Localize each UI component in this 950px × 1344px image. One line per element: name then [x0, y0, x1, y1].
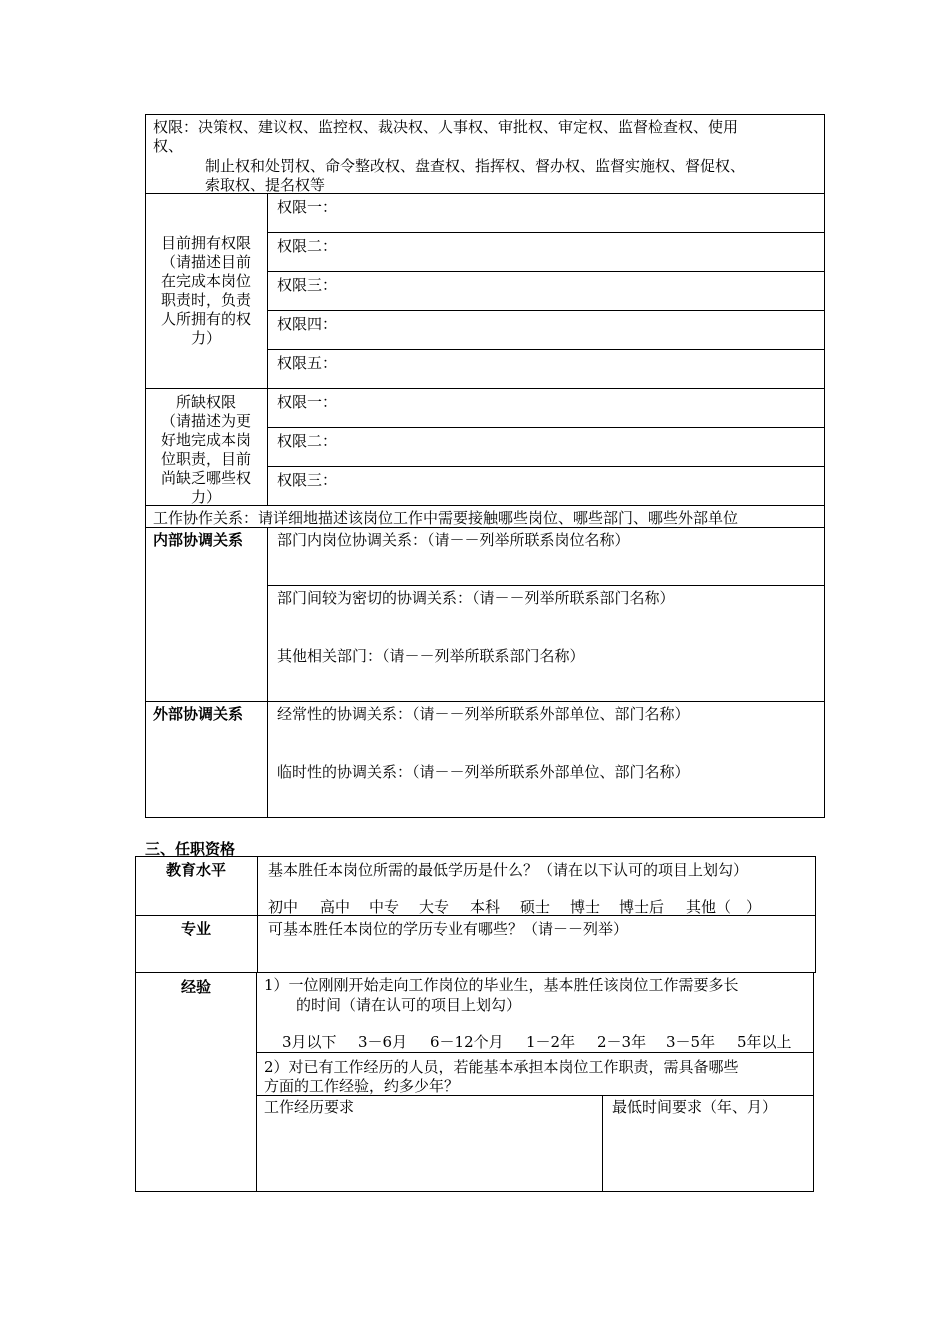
- experience-option[interactable]: 3－6月: [358, 1033, 408, 1051]
- authority-line-4: 索取权、提名权等: [205, 176, 326, 194]
- current-authority-item[interactable]: 权限四：: [277, 315, 338, 333]
- minimum-time-column[interactable]: 最低时间要求（年、月）: [612, 1098, 778, 1116]
- major-label: 专业: [180, 920, 211, 938]
- education-option[interactable]: 高中: [320, 898, 351, 916]
- lacking-authority-label: 所缺权限 （请描述为更 好地完成本岗 位职责，目前 尚缺乏哪些权 力）: [160, 393, 251, 506]
- education-option[interactable]: 大专: [419, 898, 450, 916]
- experience-q2-line2: 方面的工作经验，约多少年？: [264, 1077, 460, 1095]
- education-option[interactable]: 硕士: [520, 898, 551, 916]
- experience-option[interactable]: 2－3年: [597, 1033, 647, 1051]
- regular-coordination[interactable]: 经常性的协调关系：（请－－列举所联系外部单位、部门名称）: [277, 705, 690, 723]
- experience-label: 经验: [180, 978, 211, 996]
- authority-line-1: 权限：决策权、建议权、监控权、裁决权、人事权、审批权、审定权、监督检查权、使用: [153, 118, 739, 136]
- current-authority-label: 目前拥有权限 （请描述目前 在完成本岗位 职责时，负责 人所拥有的权 力）: [160, 234, 251, 347]
- work-history-column[interactable]: 工作经历要求: [264, 1098, 355, 1116]
- education-option[interactable]: 本科: [470, 898, 501, 916]
- internal-coordination-label: 内部协调关系: [153, 531, 244, 549]
- temporary-coordination[interactable]: 临时性的协调关系：（请－－列举所联系外部单位、部门名称）: [277, 763, 690, 781]
- authority-line-3: 制止权和处罚权、命令整改权、盘查权、指挥权、督办权、监督实施权、督促权、: [205, 157, 746, 175]
- education-label: 教育水平: [165, 861, 226, 879]
- experience-option[interactable]: 5年以上: [737, 1033, 792, 1051]
- education-option[interactable]: 中专: [369, 898, 400, 916]
- lacking-authority-item[interactable]: 权限一：: [277, 393, 338, 411]
- authority-line-2: 权、: [153, 137, 184, 155]
- education-option[interactable]: 博士后: [619, 898, 665, 916]
- education-option[interactable]: 初中: [268, 898, 299, 916]
- dept-internal-coordination[interactable]: 部门内岗位协调关系：（请－－列举所联系岗位名称）: [277, 531, 630, 549]
- dept-close-coordination[interactable]: 部门间较为密切的协调关系：（请－－列举所联系部门名称）: [277, 589, 675, 607]
- education-question: 基本胜任本岗位所需的最低学历是什么？（请在以下认可的项目上划勾）: [268, 861, 749, 879]
- current-authority-item[interactable]: 权限五：: [277, 354, 338, 372]
- major-question[interactable]: 可基本胜任本岗位的学历专业有哪些？（请－－列举）: [268, 920, 629, 938]
- experience-q2-line1: 2）对已有工作经历的人员，若能基本承担本岗位工作职责，需具备哪些: [264, 1058, 739, 1076]
- experience-q1-line2: 的时间（请在认可的项目上划勾）: [296, 996, 522, 1014]
- qualifications-title: 三、任职资格: [145, 840, 236, 858]
- experience-option[interactable]: 6－12个月: [430, 1033, 504, 1051]
- current-authority-item[interactable]: 权限一：: [277, 198, 338, 216]
- external-coordination-label: 外部协调关系: [153, 705, 244, 723]
- experience-q1-line1: 1）一位刚刚开始走向工作岗位的毕业生，基本胜任该岗位工作需要多长: [264, 976, 739, 994]
- experience-option[interactable]: 3－5年: [666, 1033, 716, 1051]
- experience-option[interactable]: 3月以下: [282, 1033, 337, 1051]
- experience-option[interactable]: 1－2年: [526, 1033, 576, 1051]
- current-authority-item[interactable]: 权限二：: [277, 237, 338, 255]
- current-authority-item[interactable]: 权限三：: [277, 276, 338, 294]
- education-option[interactable]: 博士: [570, 898, 601, 916]
- other-related-departments[interactable]: 其他相关部门：（请－－列举所联系部门名称）: [277, 647, 585, 665]
- cooperation-header: 工作协作关系：请详细地描述该岗位工作中需要接触哪些岗位、哪些部门、哪些外部单位: [153, 509, 739, 527]
- education-option[interactable]: 其他（ ）: [686, 898, 762, 916]
- lacking-authority-item[interactable]: 权限三：: [277, 471, 338, 489]
- lacking-authority-item[interactable]: 权限二：: [277, 432, 338, 450]
